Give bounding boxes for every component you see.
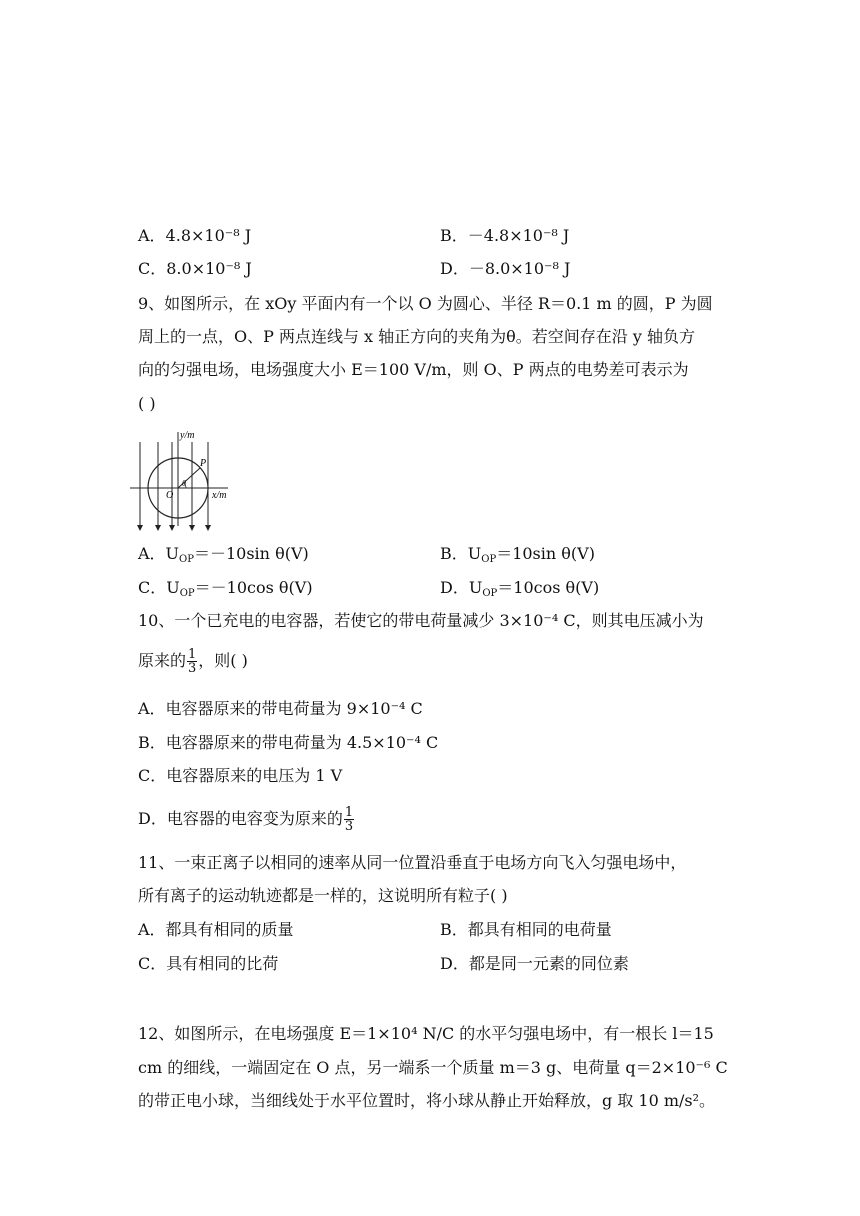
q9-text-line-1: 9、如图所示，在 xOy 平面内有一个以 O 为圆心、半径 R＝0.1 m 的圆，P 为圆 [138, 294, 713, 313]
point-p-label: P [200, 458, 207, 469]
q9-option-a: A．$U_{OP}=-10\sin$ θ(V) [138, 544, 309, 565]
fraction-one-third: $\frac{1}{3}$ [344, 805, 354, 834]
q8-option-c: C．8.0×10⁻⁸ J [138, 259, 252, 278]
q11-option-d: D．都是同一元素的同位素 [440, 954, 629, 973]
q9-option-b: B．$U_{OP}=10\sin$ θ(V) [440, 544, 595, 565]
field-lines [140, 442, 208, 528]
q9-option-c: C．$U_{OP}=-10\cos$ θ(V) [138, 578, 313, 599]
q11-option-c: C．具有相同的比荷 [138, 954, 279, 973]
q10-option-d: D．电容器的电容变为原来的 $\frac{1}{3}$ [138, 805, 354, 834]
q11-text-line-2: 所有离子的运动轨迹都是一样的，这说明所有粒子( ) [138, 886, 508, 905]
q12-text-line-2: cm 的细线，一端固定在 O 点，另一端系一个质量 m＝3 g、电荷量 q＝2×10⁻⁶ C [138, 1058, 728, 1077]
angle-label: θ [182, 479, 186, 488]
q12-text-line-3: 的带正电小球，当细线处于水平位置时，将小球从静止开始释放，g 取 10 m/s²。 [138, 1091, 716, 1110]
q10-text-line-1: 10、一个已充电的电容器，若使它的带电荷量减少 3×10⁻⁴ C，则其电压减小为 [138, 611, 704, 630]
q12-text-line-1: 12、如图所示，在电场强度 E＝1×10⁴ N/C 的水平匀强电场中，有一根长 l＝15 [138, 1024, 714, 1043]
q11-option-a: A．都具有相同的质量 [138, 920, 294, 939]
q8-option-a: A．4.8×10⁻⁸ J [138, 226, 252, 245]
q9-option-d: D．$U_{OP}=10\cos$ θ(V) [440, 578, 600, 599]
q8-option-b: B．－4.8×10⁻⁸ J [440, 226, 570, 245]
origin-label: O [166, 490, 174, 501]
q10-option-b: B．电容器原来的带电荷量为 4.5×10⁻⁴ C [138, 733, 439, 752]
q9-text-line-2: 周上的一点，O、P 两点连线与 x 轴正方向的夹角为θ。若空间存在沿 y 轴负方 [138, 327, 696, 346]
q10-option-a: A．电容器原来的带电荷量为 9×10⁻⁴ C [138, 699, 423, 718]
q10-text-line-2: 原来的 $\frac{1}{3}$ ，则( ) [138, 647, 248, 676]
q11-option-b: B．都具有相同的电荷量 [440, 920, 612, 939]
y-axis-label: y/m [180, 430, 195, 441]
x-axis-label: x/m [212, 490, 227, 501]
q11-text-line-1: 11、一束正离子以相同的速率从同一位置沿垂直于电场方向飞入匀强电场中， [138, 853, 687, 872]
q9-figure [128, 428, 240, 538]
q9-answer-blank: ( ) [138, 394, 156, 413]
fraction-one-third: $\frac{1}{3}$ [188, 647, 197, 676]
q9-text-line-3: 向的匀强电场，电场强度大小 E＝100 V/m，则 O、P 两点的电势差可表示为 [138, 360, 689, 379]
q10-option-c: C．电容器原来的电压为 1 V [138, 766, 343, 785]
q8-option-d: D．－8.0×10⁻⁸ J [440, 259, 571, 278]
